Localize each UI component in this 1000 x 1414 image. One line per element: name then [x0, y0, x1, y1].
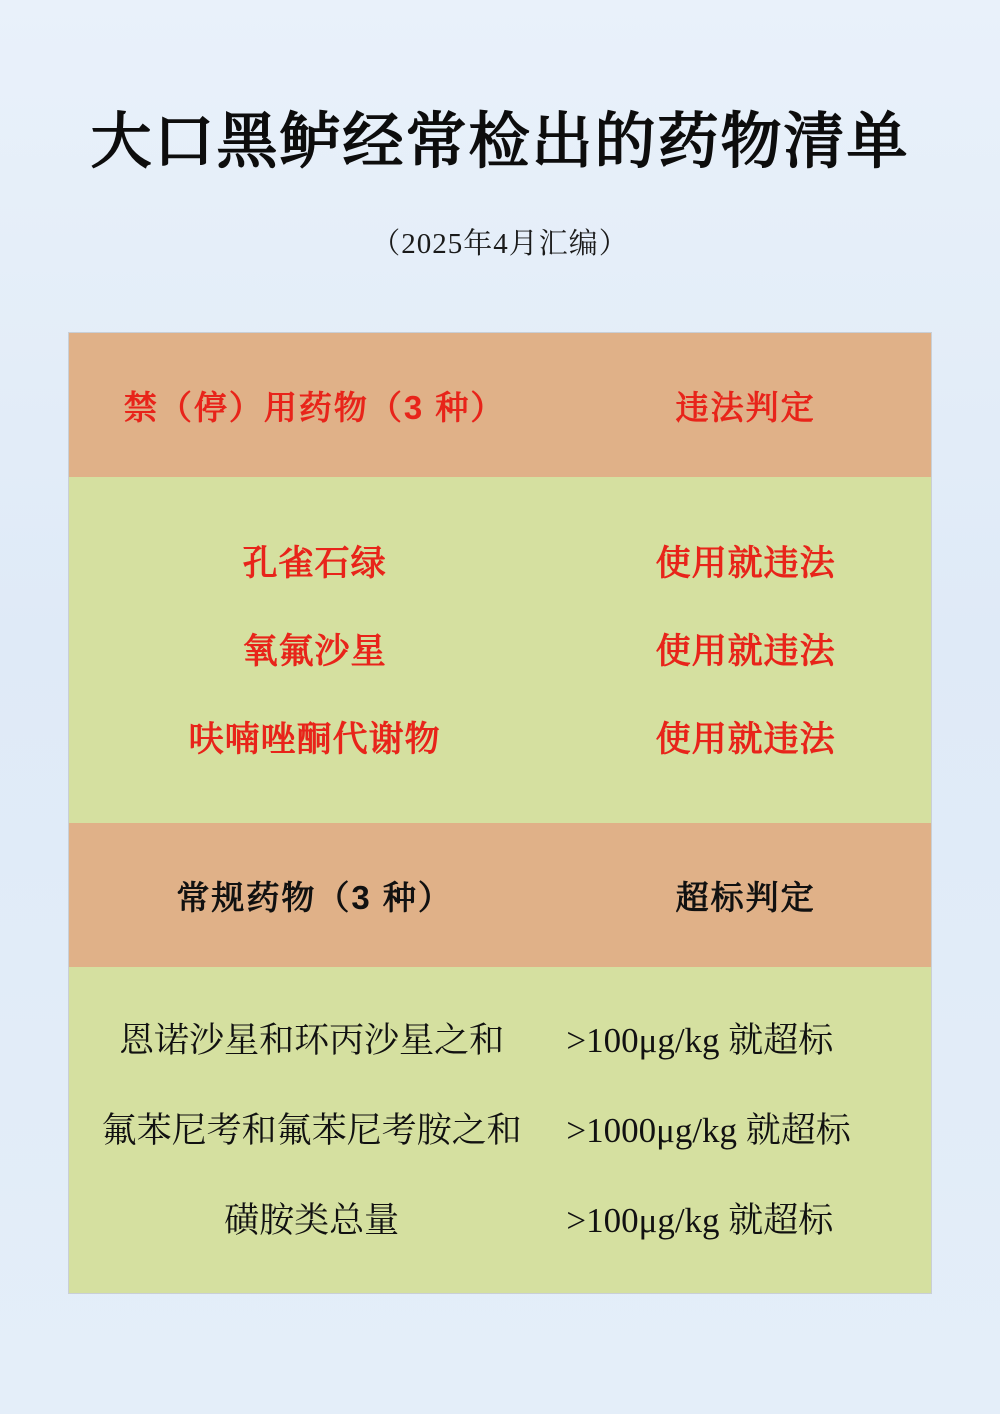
regular-drug-limit: >100μg/kg 就超标: [566, 1201, 834, 1240]
regular-drug-limit: >1000μg/kg 就超标: [566, 1111, 851, 1150]
regular-header-limit-column: 超标判定: [675, 878, 816, 916]
table-row: [69, 693, 931, 781]
regular-header-drug-column: 常规药物（3 种）: [176, 878, 453, 916]
banned-header-drug-column: 禁（停）用药物（3 种）: [123, 388, 506, 426]
banned-header-verdict-column: 违法判定: [675, 388, 816, 426]
regular-drug-name: 氟苯尼考和氟苯尼考胺之和: [101, 1111, 522, 1150]
banned-drug-verdict: 使用就违法: [655, 632, 836, 671]
regular-section-body: [69, 967, 931, 1293]
table-row: [69, 1173, 931, 1263]
table-row: [69, 605, 931, 693]
page-subtitle: （2025年4月汇编）: [371, 228, 629, 261]
banned-section-body: [69, 477, 931, 823]
regular-drug-name: 磺胺类总量: [224, 1201, 400, 1240]
table-row: [69, 517, 931, 605]
regular-drug-limit: >100μg/kg 就超标: [566, 1021, 834, 1060]
banned-drug-verdict: 使用就违法: [655, 720, 836, 759]
banned-drug-name: 呋喃唑酮代谢物: [188, 720, 441, 759]
banned-drug-name: 孔雀石绿: [242, 544, 387, 583]
regular-section-header: [69, 823, 931, 967]
table-row: [69, 993, 931, 1083]
banned-drug-verdict: 使用就违法: [655, 544, 836, 583]
banned-drug-name: 氧氟沙星: [242, 632, 387, 671]
drug-list-table: [68, 332, 932, 1294]
banned-section-header: [69, 333, 931, 477]
page-title: 大口黑鲈经常检出的药物清单: [90, 107, 910, 175]
table-row: [69, 1083, 931, 1173]
regular-drug-name: 恩诺沙星和环丙沙星之和: [119, 1021, 505, 1060]
